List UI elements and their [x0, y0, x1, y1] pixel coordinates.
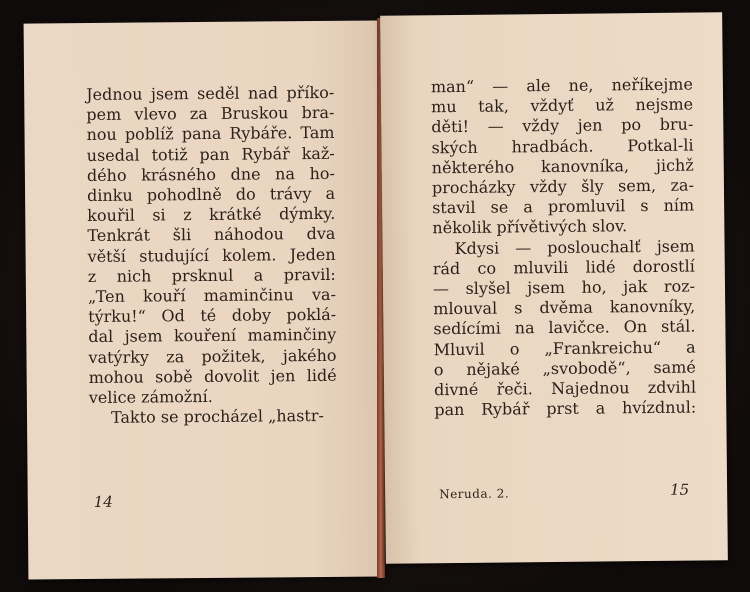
page-number-left: 14: [93, 492, 113, 511]
text-line: man“ — ale ne, neříkejme: [430, 74, 693, 97]
text-line: velice zámožní.: [88, 386, 213, 408]
text-line: dal jsem kouření maminčiny: [88, 325, 337, 347]
text-line: divné řeči. Najednou zdvihl: [433, 377, 697, 400]
text-line: vatýrky za požitek, jakého: [88, 345, 337, 367]
text-line: dého krásného dne na ho-: [86, 163, 335, 185]
text-line: rád co mluvili lidé dorostlí: [432, 256, 695, 279]
text-line: sedícími na lavičce. On stál.: [433, 316, 696, 339]
right-page: [380, 12, 728, 564]
text-line: několik přívětivých slov.: [432, 216, 628, 238]
text-line: týrku!“ Od té doby poklá-: [88, 305, 337, 327]
text-line: mu tak, vždyť už nejsme: [430, 94, 694, 117]
text-line: Mluvil o „Frankreichu“ a: [433, 337, 696, 359]
text-line: dinku pohodlně do trávy a: [87, 183, 336, 206]
text-line: nou poblíž pana Rybáře. Tam: [86, 123, 335, 145]
signature-mark: Neruda. 2.: [439, 486, 510, 502]
text-line: procházky vždy šly sem, za-: [431, 175, 695, 198]
text-line: ských hradbách. Potkal-li: [431, 135, 694, 157]
text-line: stavil se a promluvil s ním: [432, 195, 695, 218]
text-line: Jednou jsem seděl nad příko-: [86, 82, 335, 105]
text-line: pem vlevo za Bruskou bra-: [86, 103, 335, 125]
text-line: kouřil si z krátké dýmky.: [87, 204, 336, 226]
text-line: z nich prsknul a pravil:: [87, 264, 336, 286]
text-line: „Ten kouří maminčinu va-: [87, 284, 337, 307]
text-line: větší studující kolem. Jeden: [87, 244, 336, 266]
text-line: děti! — vždy jen po bru-: [431, 114, 694, 137]
text-line: Tenkrát šli náhodou dva: [87, 224, 336, 246]
text-line: usedal totiž pan Rybář kaž-: [86, 143, 335, 165]
right-page-text: [431, 75, 697, 421]
text-line: některého kanovníka, jichž: [431, 155, 694, 178]
left-page: [24, 20, 385, 579]
left-page-text: [86, 83, 337, 429]
text-line: pan Rybář prst a hvízdnul:: [434, 397, 697, 420]
page-number-right: 15: [669, 480, 690, 499]
text-line: mlouval s dvěma kanovníky,: [433, 296, 696, 319]
text-line: Takto se procházel „hastr-: [110, 406, 324, 428]
text-line: — slyšel jsem ho, jak roz-: [432, 276, 696, 299]
text-line: o nějaké „svobodě“, samé: [433, 357, 696, 380]
text-line: Kdysi — poslouchalť jsem: [454, 236, 695, 258]
text-line: mohou sobě dovolit jen lidé: [88, 365, 337, 387]
